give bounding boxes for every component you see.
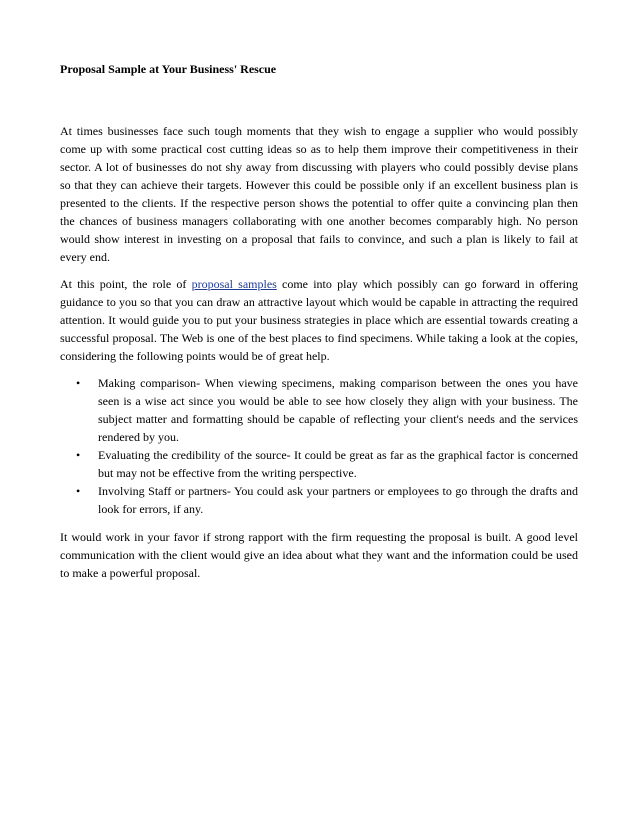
list-item bbox=[76, 482, 578, 518]
bullet-icon: • bbox=[76, 484, 81, 498]
list-item bbox=[76, 374, 578, 446]
paragraph-intro: At times businesses face such tough moments that they wish to engage a supplier who would possibly come up with some practical cost cutting ideas so as to help them improve their competitiveness in their sector. A lot of businesses do not shy away from discussing with players who could possibly devise plans so that they can achieve their targets. However this could be possible only if an excellent business plan is presented to the clients. If the respective person shows the potential to offer quite a convincing plan then the chances of business managers collaborating with one another becomes comparably high. No person would show interest in investing on a proposal that fails to convince, and such a plan is likely to fail at every end. bbox=[60, 124, 578, 264]
list-item-text: Involving Staff or partners- You could ask your partners or employees to go through the drafts and look for errors, if any. bbox=[98, 484, 578, 516]
tips-list bbox=[60, 374, 578, 518]
paragraph-proposal-samples bbox=[60, 275, 578, 365]
paragraph-text-after-link: come into play which possibly can go forward in offering guidance to you so that you can draw an attractive layout which would be capable in attracting the required attention. It would guide you to put your business strategies in place which are essential towards creating a successful proposal. The Web is one of the best places to find specimens. While taking a look at the copies, considering the following points would be of great help. bbox=[60, 277, 578, 363]
list-item-text: Evaluating the credibility of the source- It could be great as far as the graphical factor is concerned but may not be effective from the writing perspective. bbox=[98, 448, 578, 480]
list-item bbox=[76, 446, 578, 482]
proposal-samples-link[interactable]: proposal samples bbox=[191, 277, 277, 291]
bullet-icon: • bbox=[76, 448, 81, 462]
list-item-text: Making comparison- When viewing specimens, making comparison between the ones you have seen is a wise act since you would be able to see how closely they align with your business. The subject matter and formatting should be capable of reflecting your client's needs and the services rendered by you. bbox=[98, 376, 578, 444]
paragraph-conclusion: It would work in your favor if strong rapport with the firm requesting the proposal is built. A good level communication with the client would give an idea about what they want and the information could be used to make a powerful proposal. bbox=[60, 530, 578, 580]
document-body bbox=[60, 122, 578, 591]
document-title: Proposal Sample at Your Business' Rescue bbox=[60, 62, 277, 76]
bullet-icon: • bbox=[76, 376, 81, 390]
paragraph-text-before-link: At this point, the role of bbox=[60, 277, 192, 291]
